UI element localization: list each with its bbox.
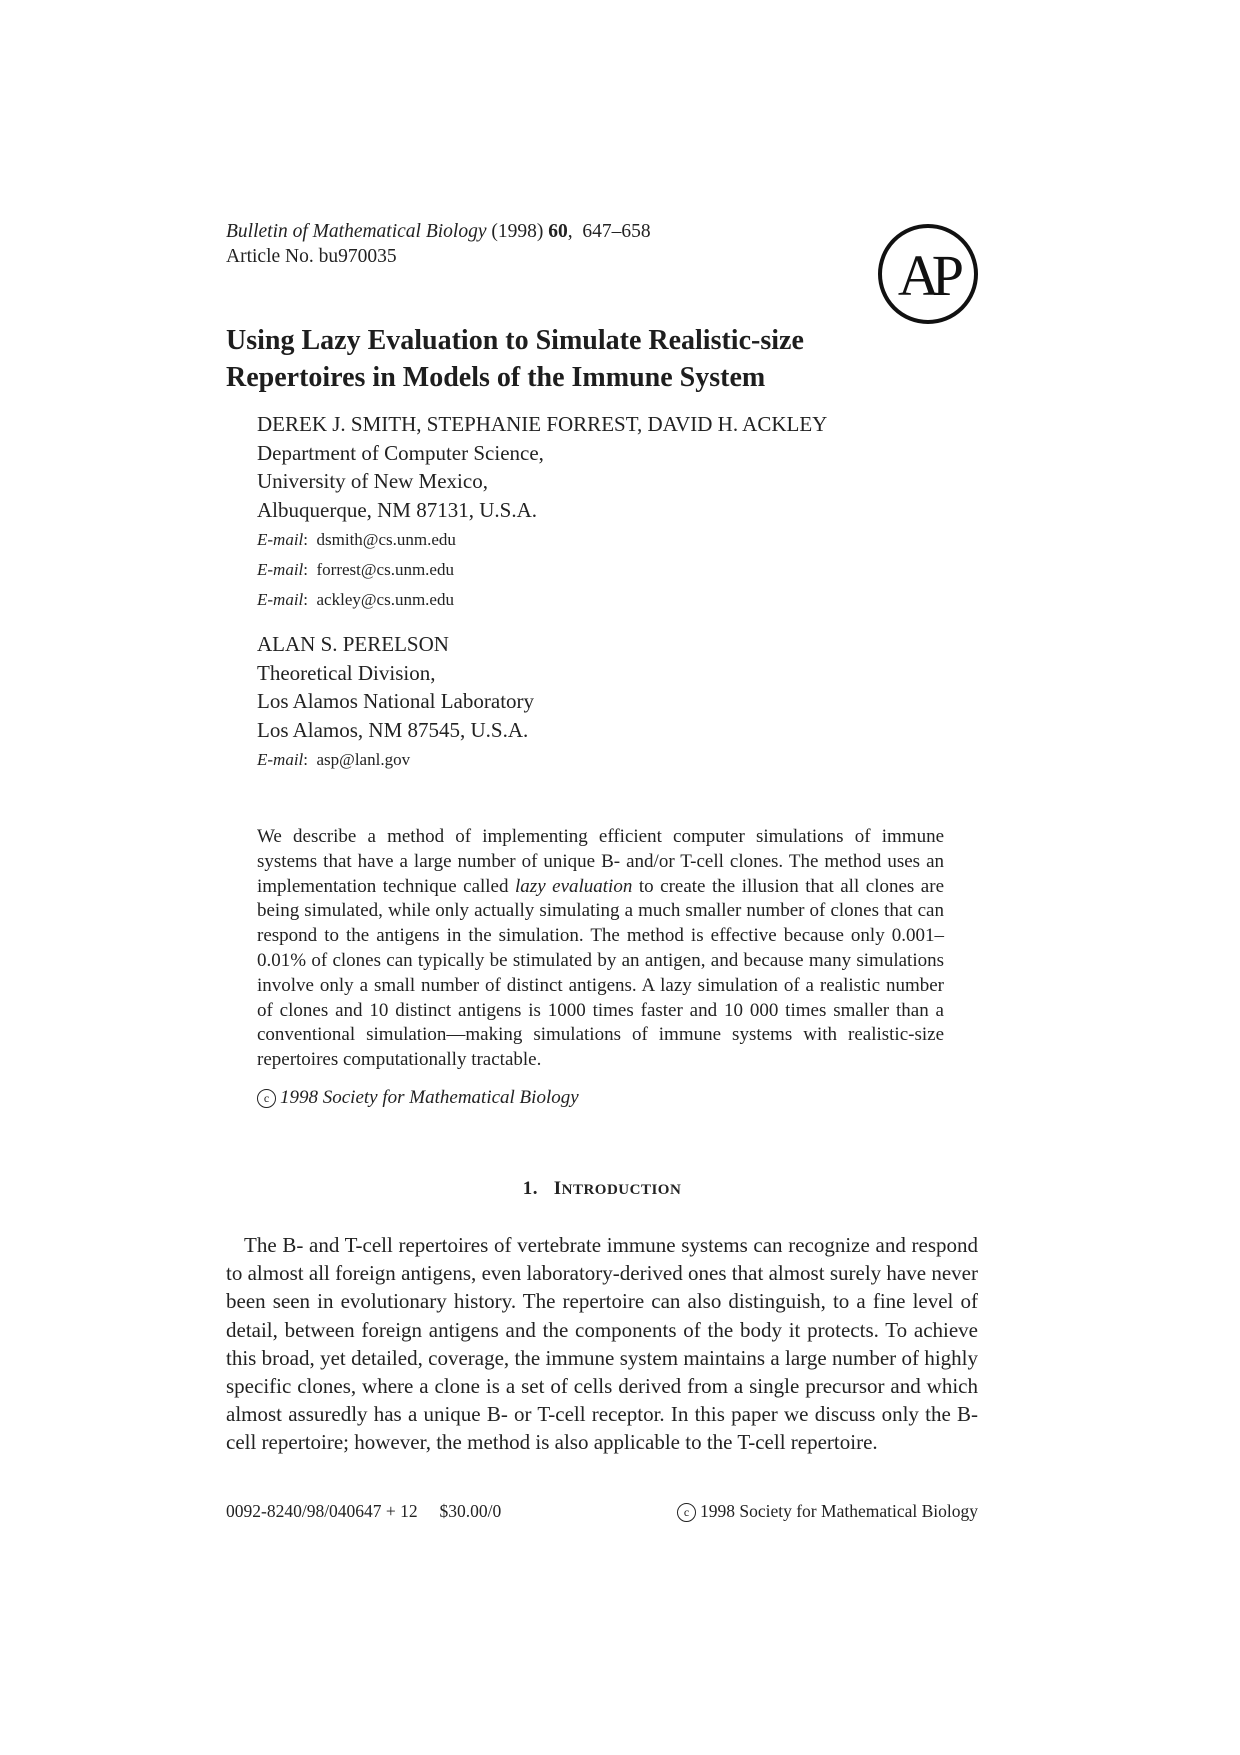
authors-names-2: ALAN S. PERELSON — [257, 632, 449, 656]
abstract-copyright — [257, 1087, 579, 1109]
email-line: E-mail: ackley@cs.unm.edu — [257, 590, 454, 609]
section-title-rest: NTRODUCTION — [561, 1182, 682, 1198]
footer-code — [226, 1501, 501, 1522]
email-label: E-mail — [257, 530, 304, 549]
email-line: E-mail: forrest@cs.unm.edu — [257, 560, 454, 579]
email-address[interactable]: ackley@cs.unm.edu — [316, 590, 454, 609]
journal-name: Bulletin of Mathematical Biology — [226, 221, 487, 242]
abstract-text-2: to create the illusion that all clones are being simulated, while only actually simulating a much smaller number of clones that can respond to the antigens in the simulation. The method is effective because only 0.001–0.01% of clones can typically be stimulated by an antigen, and because many simulations involve only a small number of distinct antigens. A lazy simulation of a realistic number of clones and 10 distinct antigens is 1000 times faster and 10 000 times smaller than a conventional simulation—making simulations of immune systems with realistic-size repertoires computationally tractable. — [257, 875, 945, 1071]
paper-title — [226, 322, 986, 396]
section-title-initial: I — [553, 1178, 562, 1199]
footer-copyright-text: 1998 Society for Mathematical Biology — [699, 1501, 978, 1521]
abstract — [257, 825, 944, 1073]
abstract-text-1: We describe a method of implementing efficient computer simulations of immune systems that have a large number of unique B- and/or T-cell clones. The method uses an implementation technique called — [257, 826, 944, 897]
journal-volume: 60 — [548, 221, 568, 242]
footer-issn: 0092-8240/98/040647 + 12 — [226, 1501, 418, 1521]
email-label: E-mail — [257, 590, 304, 609]
title-line-1: Using Lazy Evaluation to Simulate Realistic-size — [226, 325, 804, 356]
affiliation-dept-1: Department of Computer Science, — [257, 441, 544, 465]
publisher-logo — [876, 222, 980, 326]
article-number: Article No. bu970035 — [226, 246, 397, 267]
section-number: 1. — [522, 1178, 538, 1199]
journal-year: (1998) — [491, 221, 544, 242]
body-paragraph: The B- and T-cell repertoires of vertebrate immune systems can recognize and respond to almost all foreign antigens, even laboratory-derived ones that almost surely have never been seen in evolutionary history. The repertoire can also distinguish, to a fine level of detail, between foreign antigens and the components of the body it protects. To achieve this broad, yet detailed, coverage, the immune system maintains a large number of highly specific clones, where a clone is a set of cells derived from a single precursor and which almost assuredly has a unique B- or T-cell receptor. In this paper we discuss only the B-cell repertoire; however, the method is also applicable to the T-cell repertoire. — [226, 1233, 978, 1455]
section-heading — [226, 1178, 978, 1200]
footer-price: $30.00/0 — [439, 1501, 502, 1521]
footer-copyright — [655, 1501, 978, 1522]
abstract-italic-term: lazy evaluation — [515, 875, 633, 897]
logo-text: AP — [897, 243, 957, 308]
email-label: E-mail — [257, 560, 304, 579]
email-address[interactable]: dsmith@cs.unm.edu — [316, 530, 456, 549]
email-label: E-mail — [257, 750, 304, 769]
authors-names-1: DEREK J. SMITH, STEPHANIE FORREST, DAVID H. ACKLEY — [257, 412, 828, 436]
email-address[interactable]: forrest@cs.unm.edu — [316, 560, 454, 579]
copyright-icon: c — [677, 1503, 696, 1522]
journal-pages: 647–658 — [582, 221, 651, 242]
copyright-icon: c — [257, 1089, 276, 1108]
title-line-2: Repertoires in Models of the Immune System — [226, 362, 766, 393]
affiliation-lab-2: Los Alamos National Laboratory — [257, 689, 535, 713]
email-address[interactable]: asp@lanl.gov — [316, 750, 411, 769]
affiliation-dept-2: Theoretical Division, — [257, 661, 436, 685]
abstract-copyright-text: 1998 Society for Mathematical Biology — [280, 1087, 579, 1108]
affiliation-address-1: Albuquerque, NM 87131, U.S.A. — [257, 498, 537, 522]
journal-citation: Bulletin of Mathematical Biology (1998) 60, 647–658 — [226, 221, 651, 242]
email-line: E-mail: dsmith@cs.unm.edu — [257, 530, 456, 549]
affiliation-univ-1: University of New Mexico, — [257, 469, 488, 493]
affiliation-address-2: Los Alamos, NM 87545, U.S.A. — [257, 718, 529, 742]
email-line: E-mail: asp@lanl.gov — [257, 750, 411, 769]
